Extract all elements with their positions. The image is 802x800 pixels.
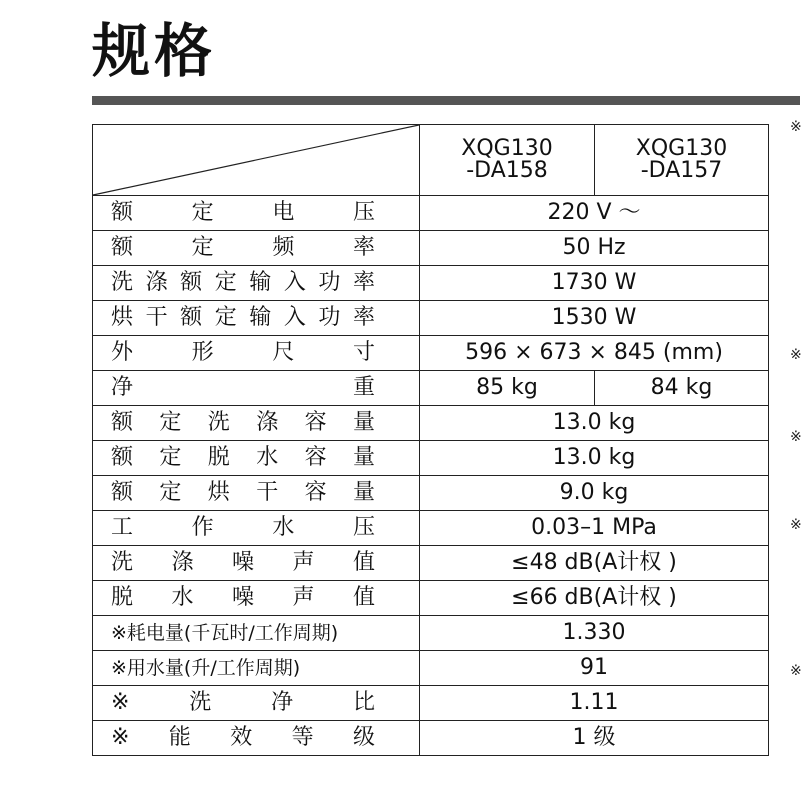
spec-label: 工作水压: [93, 511, 420, 546]
model-code-line: XQG130: [461, 136, 553, 161]
margin-mark: ※: [790, 119, 802, 135]
title-divider: [92, 96, 800, 105]
spec-label: ※耗电量(千瓦时/工作周期): [93, 616, 420, 651]
table-row: [93, 441, 769, 476]
table-row: [93, 371, 769, 406]
spec-label: 额定脱水容量: [93, 441, 420, 476]
table-row: [93, 721, 769, 756]
table-row: [93, 406, 769, 441]
table-row: [93, 686, 769, 721]
margin-mark: ※: [790, 663, 802, 679]
spec-value: ≤48 dB(A计权 ): [420, 546, 769, 581]
spec-value: ≤66 dB(A计权 ): [420, 581, 769, 616]
model-code-line: -DA157: [640, 158, 723, 183]
table-row: [93, 336, 769, 371]
table-header-row: [93, 125, 769, 196]
table-row: [93, 546, 769, 581]
model-header: [420, 125, 595, 196]
spec-value: 0.03–1 MPa: [420, 511, 769, 546]
model-code-line: -DA158: [466, 158, 548, 183]
spec-value: 1.11: [420, 686, 769, 721]
spec-label: 外形尺寸: [93, 336, 420, 371]
spec-value: 1530 W: [420, 301, 769, 336]
spec-label: 洗涤噪声值: [93, 546, 420, 581]
table-row: [93, 301, 769, 336]
spec-label: 额定洗涤容量: [93, 406, 420, 441]
spec-label: 脱水噪声值: [93, 581, 420, 616]
table-row: [93, 266, 769, 301]
spec-label: ※用水量(升/工作周期): [93, 651, 420, 686]
spec-table: [92, 124, 769, 756]
table-row: [93, 231, 769, 266]
diagonal-line: [93, 125, 419, 195]
table-row: [93, 511, 769, 546]
spec-label: 额定烘干容量: [93, 476, 420, 511]
model-header: [595, 125, 769, 196]
margin-mark: ※: [790, 347, 802, 363]
spec-value: 91: [420, 651, 769, 686]
spec-value: 220 V ～: [420, 196, 769, 231]
spec-value: 85 kg: [420, 371, 595, 406]
spec-value: 1730 W: [420, 266, 769, 301]
table-row: [93, 581, 769, 616]
spec-value: 13.0 kg: [420, 441, 769, 476]
page-title: 规格: [92, 17, 217, 85]
spec-value: 9.0 kg: [420, 476, 769, 511]
table-row: [93, 651, 769, 686]
table-row: [93, 196, 769, 231]
spec-label: 净重: [93, 371, 420, 406]
margin-mark: ※: [790, 517, 802, 533]
spec-value: 596 × 673 × 845 (mm): [420, 336, 769, 371]
table-row: [93, 476, 769, 511]
spec-label: 额定电压: [93, 196, 420, 231]
model-code-line: XQG130: [635, 136, 728, 161]
table-row: [93, 616, 769, 651]
spec-label: 洗涤额定输入功率: [93, 266, 420, 301]
margin-mark: ※: [790, 429, 802, 445]
table-corner-cell: [93, 125, 420, 196]
spec-label: ※洗净比: [93, 686, 420, 721]
spec-value: 13.0 kg: [420, 406, 769, 441]
spec-label: 额定频率: [93, 231, 420, 266]
spec-value: 1.330: [420, 616, 769, 651]
spec-value: 84 kg: [595, 371, 769, 406]
spec-value: 1 级: [420, 721, 769, 756]
spec-label: ※能效等级: [93, 721, 420, 756]
spec-label: 烘干额定输入功率: [93, 301, 420, 336]
spec-value: 50 Hz: [420, 231, 769, 266]
